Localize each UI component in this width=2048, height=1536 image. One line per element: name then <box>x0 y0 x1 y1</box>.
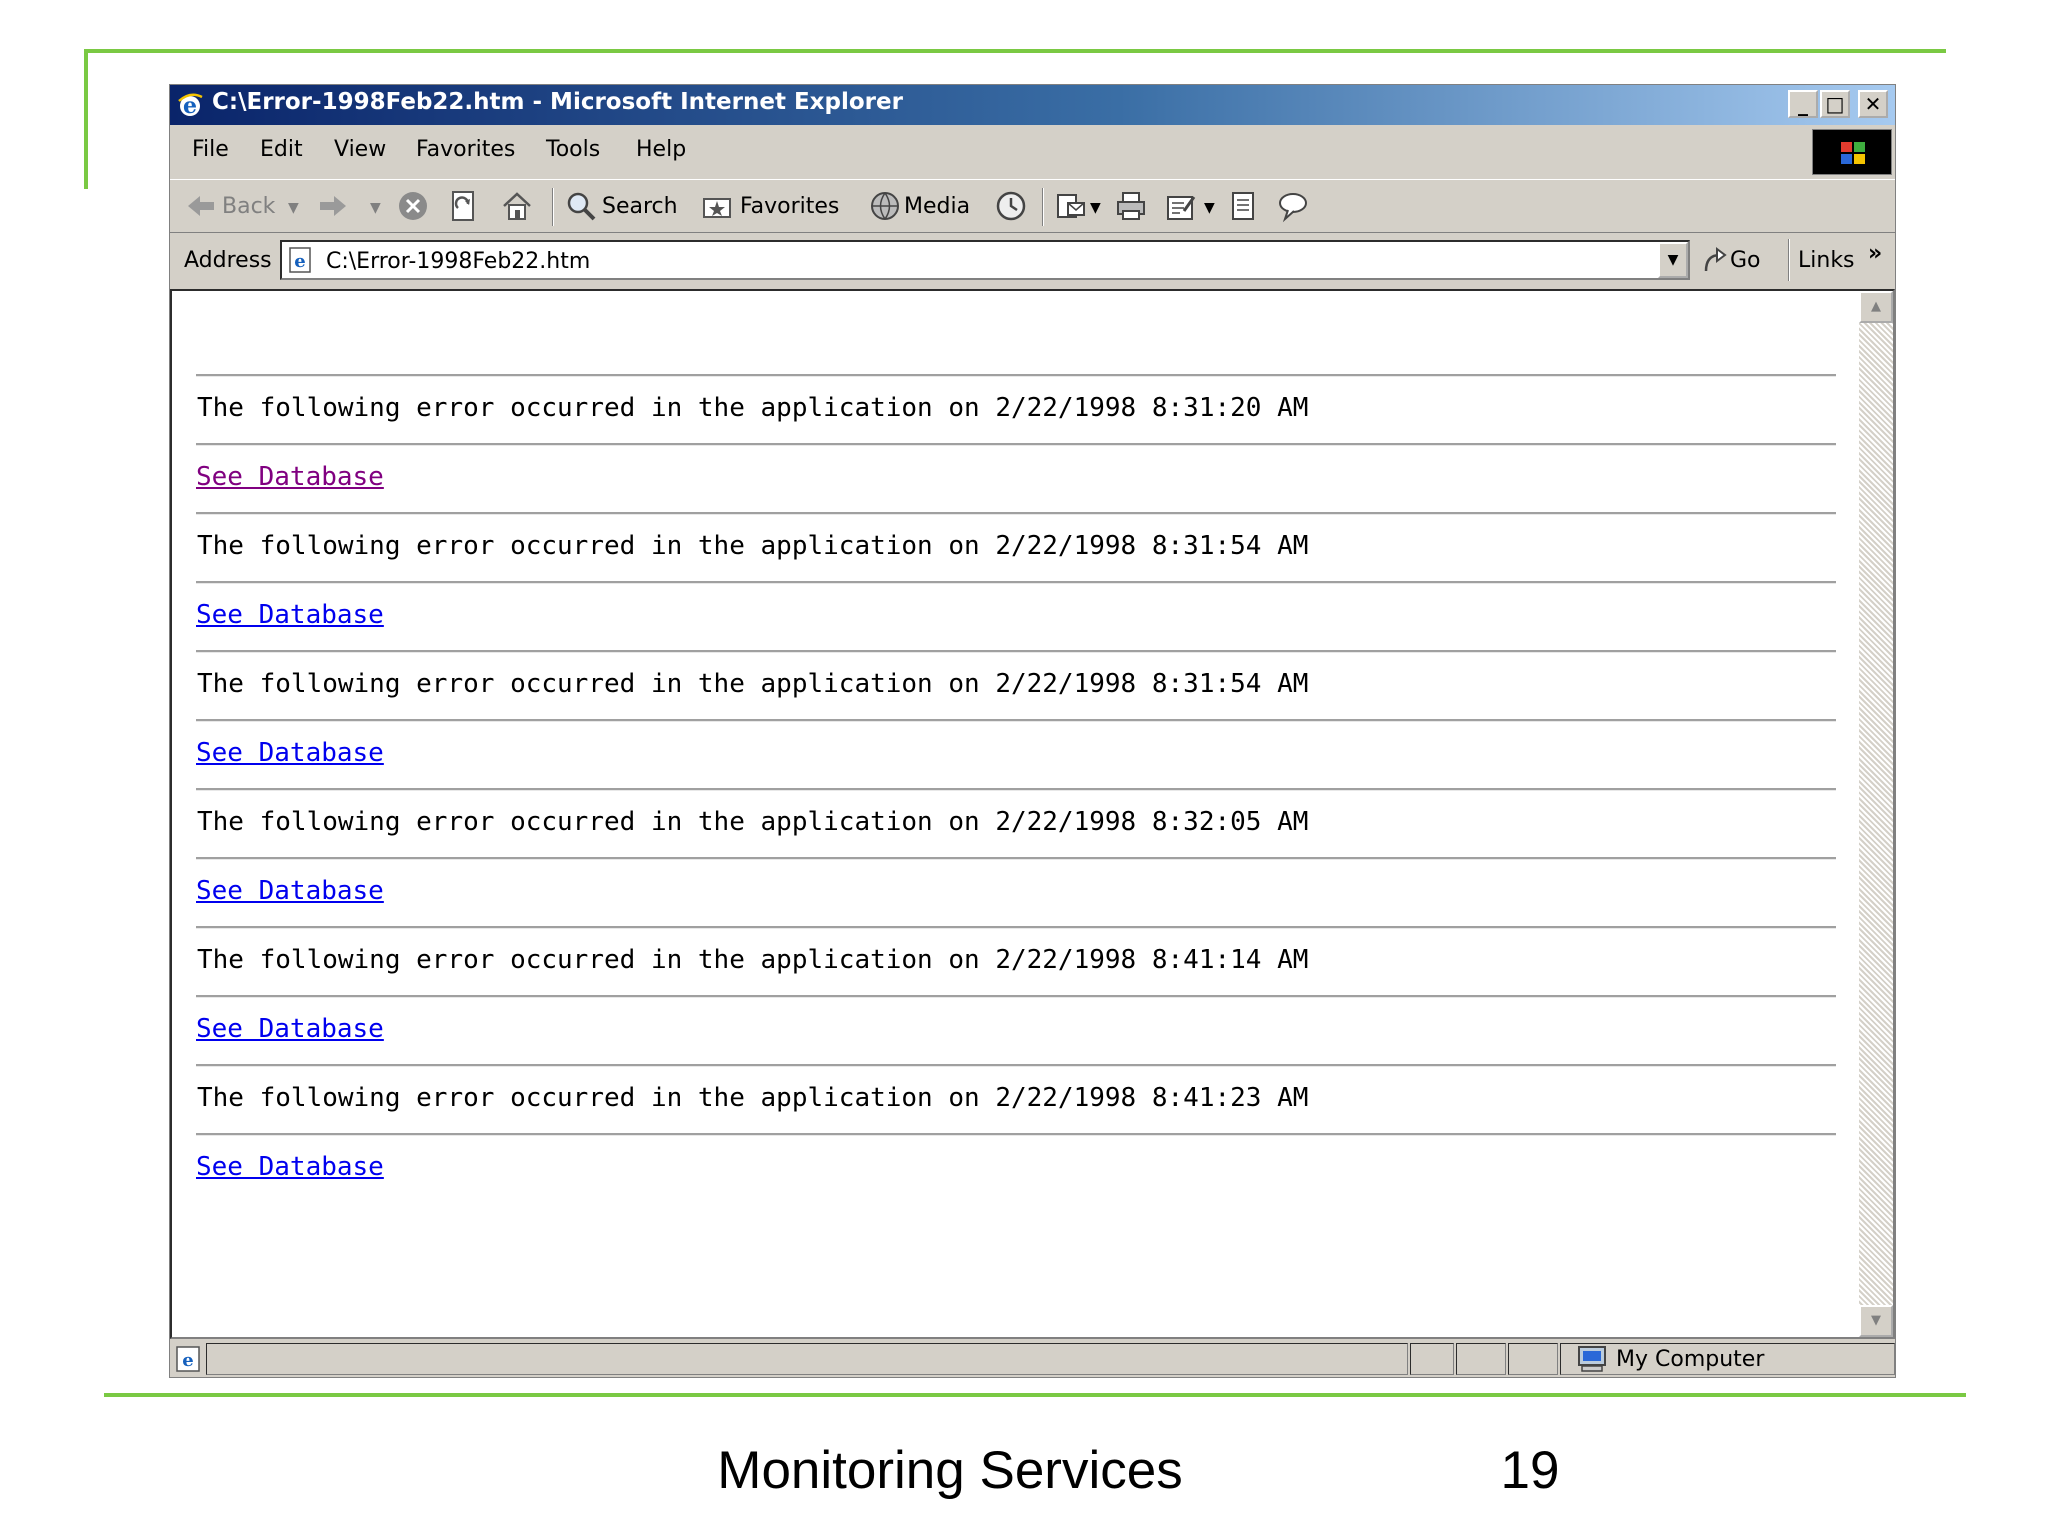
status-pane <box>1508 1343 1558 1375</box>
address-label: Address <box>184 248 272 273</box>
stop-icon[interactable] <box>396 189 430 223</box>
go-arrow-icon[interactable] <box>1700 245 1730 275</box>
back-button[interactable]: Back <box>222 194 276 219</box>
back-arrow-icon[interactable] <box>184 189 218 223</box>
see-database-link[interactable]: See Database <box>196 1152 384 1182</box>
media-button[interactable]: Media <box>904 194 971 219</box>
error-message: The following error occurred in the application on 2/22/1998 8:32:05 AM <box>197 807 1309 837</box>
svg-text:e: e <box>294 251 306 272</box>
go-button[interactable]: Go <box>1730 248 1761 273</box>
error-message: The following error occurred in the application on 2/22/1998 8:41:23 AM <box>197 1083 1309 1113</box>
error-entry-row <box>196 377 1836 443</box>
slide-left-rule <box>84 49 88 189</box>
scroll-up-icon[interactable]: ▲ <box>1859 291 1893 323</box>
error-message: The following error occurred in the application on 2/22/1998 8:31:54 AM <box>197 669 1309 699</box>
error-entry-row <box>196 929 1836 995</box>
svg-text:e: e <box>183 93 197 119</box>
back-dropdown-icon[interactable]: ▼ <box>288 200 299 216</box>
refresh-icon[interactable] <box>446 189 480 223</box>
search-icon[interactable] <box>564 189 598 223</box>
edit-dropdown-icon[interactable]: ▼ <box>1204 200 1215 216</box>
error-entry-row <box>196 515 1836 581</box>
forward-dropdown-icon[interactable]: ▼ <box>370 200 381 216</box>
windows-logo-icon <box>1813 130 1893 176</box>
maximize-button[interactable]: □ <box>1820 90 1850 118</box>
error-message: The following error occurred in the application on 2/22/1998 8:31:54 AM <box>197 531 1309 561</box>
favorites-button[interactable]: Favorites <box>740 194 840 219</box>
address-input[interactable] <box>280 240 1690 280</box>
links-separator <box>1788 239 1790 281</box>
security-zone-label: My Computer <box>1616 1347 1765 1372</box>
vertical-scrollbar[interactable] <box>1859 291 1893 1337</box>
error-message: The following error occurred in the application on 2/22/1998 8:41:14 AM <box>197 945 1309 975</box>
see-database-link[interactable]: See Database <box>196 600 384 630</box>
links-chevron-icon[interactable]: » <box>1868 241 1883 266</box>
links-button[interactable]: Links <box>1798 248 1855 273</box>
menu-help[interactable]: Help <box>636 137 687 162</box>
messenger-icon[interactable] <box>1276 189 1310 223</box>
search-button[interactable]: Search <box>602 194 678 219</box>
toolbar-separator <box>1042 188 1044 226</box>
slide-top-rule <box>84 49 1946 53</box>
database-link-row <box>196 1136 1836 1202</box>
my-computer-icon <box>1576 1345 1610 1373</box>
status-pane <box>1456 1343 1506 1375</box>
scroll-down-icon[interactable]: ▼ <box>1859 1305 1893 1337</box>
toolbar-separator <box>552 188 554 226</box>
slide-page-number: 19 <box>1500 1441 1560 1500</box>
slide-bottom-rule <box>104 1393 1966 1397</box>
see-database-link[interactable]: See Database <box>196 462 384 492</box>
database-link-row <box>196 584 1836 650</box>
error-entry-row <box>196 791 1836 857</box>
status-text-pane <box>206 1343 1408 1375</box>
address-url[interactable]: C:\Error-1998Feb22.htm <box>326 249 591 274</box>
error-entry-row <box>196 653 1836 719</box>
menu-view[interactable]: View <box>334 137 387 162</box>
see-database-link[interactable]: See Database <box>196 876 384 906</box>
database-link-row <box>196 446 1836 512</box>
close-button[interactable]: ✕ <box>1858 90 1888 118</box>
print-icon[interactable] <box>1114 189 1148 223</box>
error-entry-row <box>196 1067 1836 1133</box>
status-bar <box>170 1341 1895 1377</box>
edit-icon[interactable] <box>1164 189 1198 223</box>
see-database-link[interactable]: See Database <box>196 738 384 768</box>
error-log-list <box>196 374 1836 1202</box>
mail-icon[interactable] <box>1054 189 1088 223</box>
menu-favorites[interactable]: Favorites <box>416 137 516 162</box>
history-icon[interactable] <box>994 189 1028 223</box>
title-bar[interactable] <box>170 85 1895 125</box>
ie-status-icon <box>174 1345 202 1373</box>
menu-bar <box>170 129 1810 171</box>
minimize-button[interactable]: _ <box>1788 90 1818 118</box>
menu-tools[interactable]: Tools <box>546 137 601 162</box>
status-pane <box>1410 1343 1454 1375</box>
database-link-row <box>196 860 1836 926</box>
standard-toolbar <box>170 179 1895 233</box>
ie-window <box>170 85 1895 1377</box>
slide-footer-title: Monitoring Services <box>717 1441 1183 1500</box>
address-dropdown-icon[interactable]: ▼ <box>1658 242 1688 278</box>
mail-dropdown-icon[interactable]: ▼ <box>1090 200 1101 216</box>
media-globe-icon[interactable] <box>868 189 902 223</box>
favorites-star-icon[interactable] <box>700 189 734 223</box>
error-message: The following error occurred in the application on 2/22/1998 8:31:20 AM <box>197 393 1309 423</box>
menu-file[interactable]: File <box>192 137 229 162</box>
menu-edit[interactable]: Edit <box>260 137 303 162</box>
home-icon[interactable] <box>500 189 534 223</box>
database-link-row <box>196 998 1836 1064</box>
forward-arrow-icon[interactable] <box>316 189 350 223</box>
windows-throbber <box>1812 129 1892 175</box>
page-content <box>170 289 1895 1339</box>
see-database-link[interactable]: See Database <box>196 1014 384 1044</box>
address-bar <box>170 235 1895 285</box>
ie-logo-icon <box>176 91 204 119</box>
discuss-icon[interactable] <box>1226 189 1260 223</box>
svg-text:e: e <box>182 1350 194 1371</box>
ie-page-icon <box>286 246 314 274</box>
window-title: C:\Error-1998Feb22.htm - Microsoft Internet Explorer <box>212 89 903 115</box>
database-link-row <box>196 722 1836 788</box>
